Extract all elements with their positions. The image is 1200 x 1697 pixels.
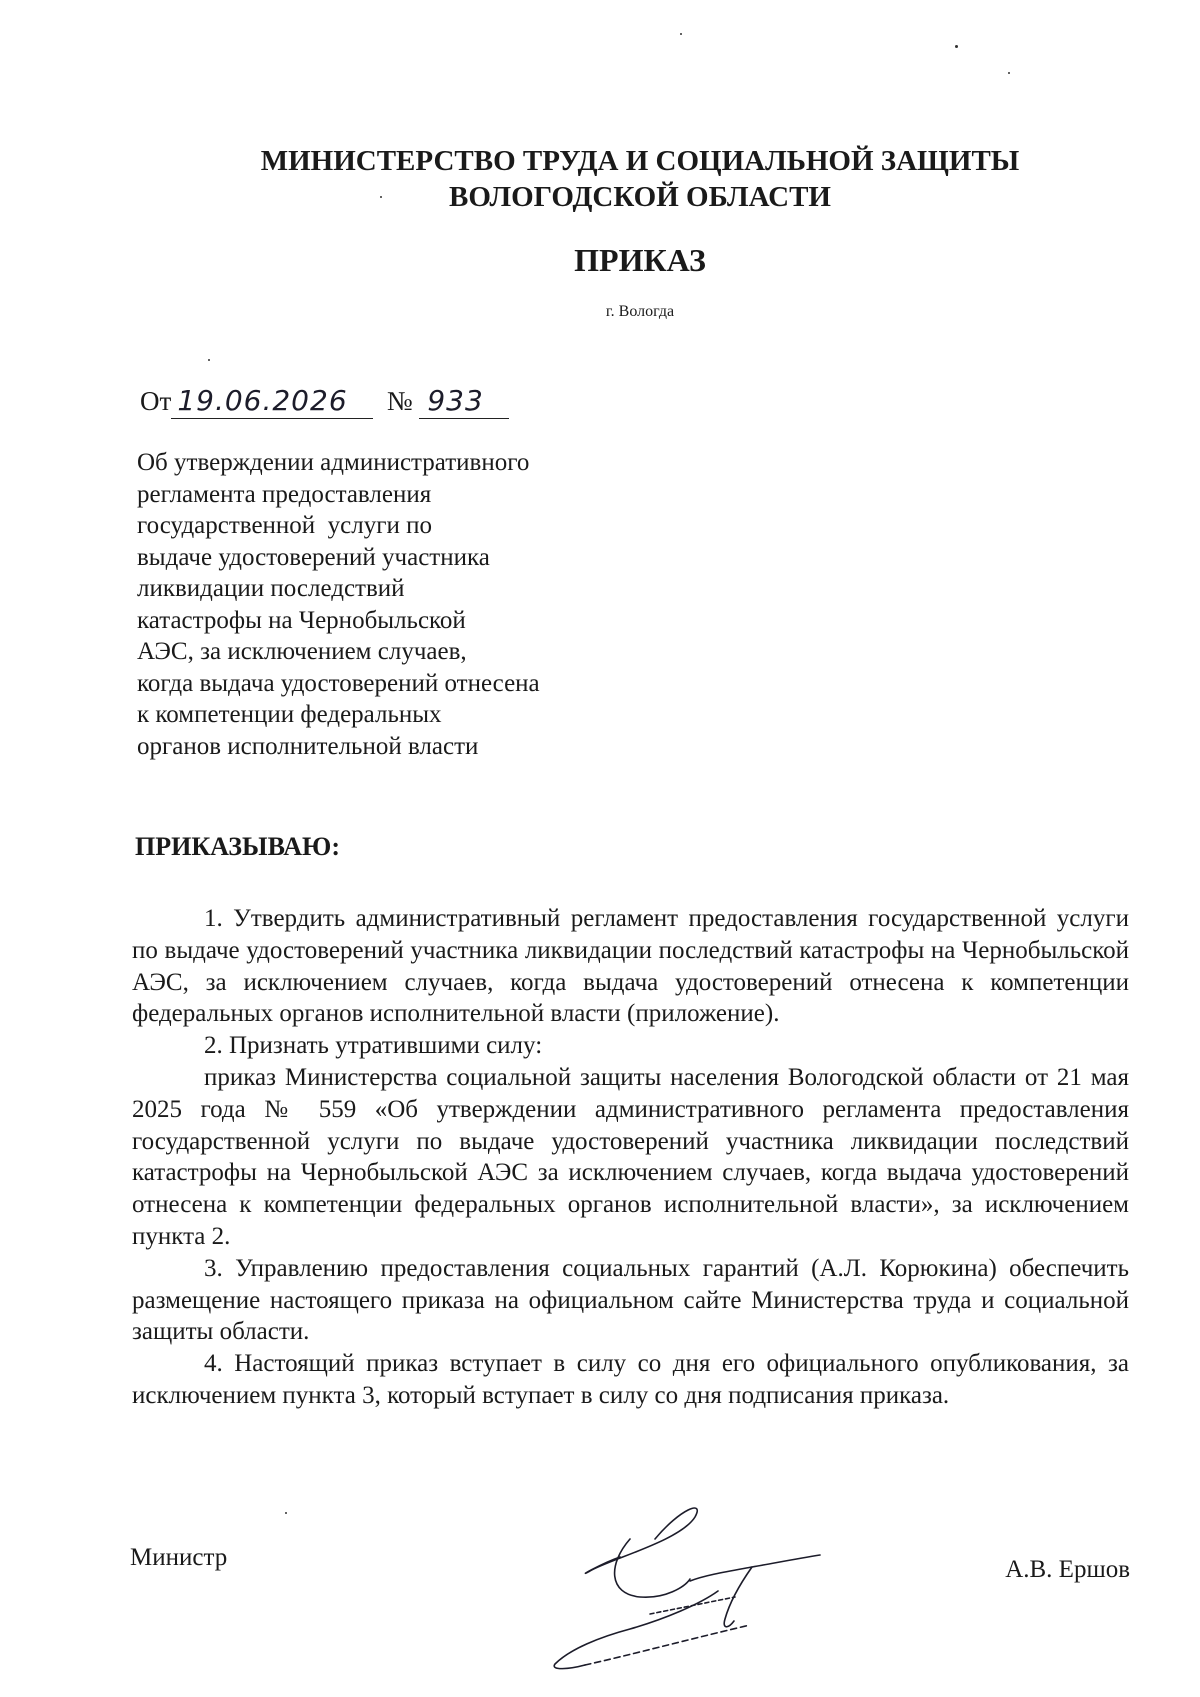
scan-speck xyxy=(680,33,682,35)
scan-speck xyxy=(285,1512,287,1514)
subject-line: когда выдача удостоверений отнесена xyxy=(137,669,540,697)
handwritten-signature-icon xyxy=(490,1479,910,1679)
document-type-title: ПРИКАЗ xyxy=(574,242,706,278)
subject-line: регламента предоставления xyxy=(137,480,432,508)
subject-line: выдаче удостоверений участника xyxy=(137,543,490,571)
handwritten-date: 19.06.2026 xyxy=(177,384,348,417)
subject-line: АЭС, за исключением случаев, xyxy=(137,638,467,665)
ministry-name-line2: ВОЛОГОДСКОЙ ОБЛАСТИ xyxy=(449,181,831,213)
scan-speck xyxy=(1008,72,1010,74)
city-label: г. Вологда xyxy=(605,303,675,320)
subject-line: к компетенции федеральных xyxy=(137,701,442,728)
subject-line: органов исполнительной власти xyxy=(137,732,479,760)
decree-word: ПРИКАЗЫВАЮ: xyxy=(135,832,340,861)
number-label: № xyxy=(386,386,413,416)
order-body xyxy=(132,903,1129,1412)
ministry-header xyxy=(200,143,1080,215)
subject-line: ликвидации последствий xyxy=(137,575,405,602)
paragraph-1: 1. Утвердить административный регламент предоставления государственной услуги по выдаче удостоверений участника ликвидации последствий катастрофы на Чернобыльской АЭС, за исключением случаев, когда выдача удостоверений отнесена к компетенции федеральных органов исполнительной власти (приложение). xyxy=(132,905,1129,1028)
signatory-position: Министр xyxy=(130,1544,228,1571)
handwritten-number: 933 xyxy=(427,384,484,417)
paragraph-2: 2. Признать утратившими силу: xyxy=(204,1032,543,1060)
order-subject xyxy=(137,447,657,762)
from-label: От xyxy=(140,386,172,416)
subject-line: катастрофы на Чернобыльской xyxy=(137,606,466,634)
number-field xyxy=(419,384,509,419)
subject-line: Об утверждении административного xyxy=(137,449,530,476)
subject-line: государственной услуги по xyxy=(137,512,433,539)
date-number-line xyxy=(140,384,509,419)
ministry-name-line1: МИНИСТЕРСТВО ТРУДА И СОЦИАЛЬНОЙ ЗАЩИТЫ xyxy=(260,145,1020,177)
paragraph-2-item: приказ Министерства социальной защиты населения Вологодской области от 21 мая 2025 года № 559 «Об утверждении административного регламента предоставления государственной услуги по выдаче удостоверений участника ликвидации последствий катастрофы на Чернобыльской АЭС за исключением случаев, когда выдача удостоверений отнесена к компетенции федеральных органов исполнительной власти», за исключением пункта 2. xyxy=(132,1063,1129,1250)
scan-speck xyxy=(955,45,958,48)
paragraph-3: 3. Управлению предоставления социальных гарантий (А.Л. Корюкина) обеспечить размещение настоящего приказа на официальном сайте Министерства труда и социальной защиты области. xyxy=(132,1254,1129,1346)
date-field xyxy=(171,384,373,419)
paragraph-4: 4. Настоящий приказ вступает в силу со дня его официального опубликования, за исключением пункта 3, который вступает в силу со дня подписания приказа. xyxy=(132,1350,1129,1409)
signature-block xyxy=(130,1534,1130,1664)
scan-speck xyxy=(208,359,210,361)
signatory-name: А.В. Ершов xyxy=(1005,1556,1130,1583)
